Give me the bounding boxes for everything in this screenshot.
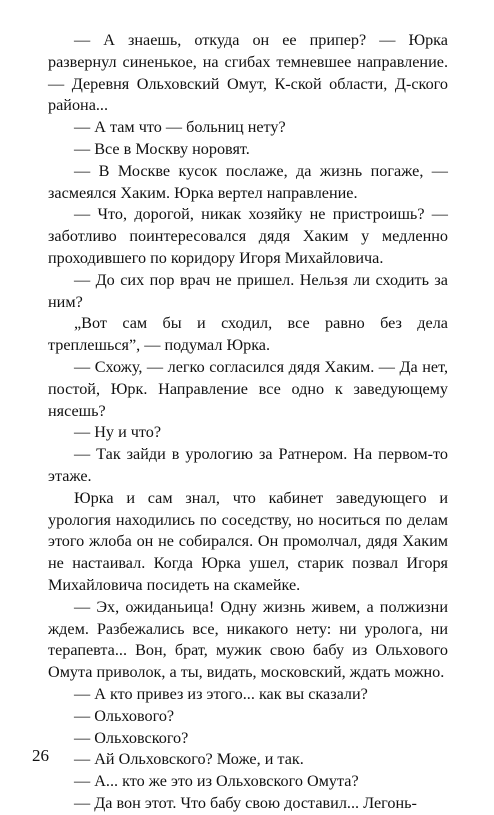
paragraph: — Ну и что? bbox=[74, 423, 162, 442]
paragraph: „Вот сам бы и сходил, все равно без дела треплешься”, — подумал Юрка. bbox=[48, 314, 448, 355]
paragraph: — В Москве кусок послаже, да жизнь погаже, — засмеялся Хаким. Юрка вертел направление. bbox=[48, 161, 448, 202]
paragraph: — Ай Ольховского? Може, и так. bbox=[74, 750, 304, 769]
paragraph: — Так зайди в урологию за Ратнером. На первом-то этаже. bbox=[48, 445, 448, 485]
paragraph: — Схожу, — легко согласился дядя Хаким. — Да нет, постой, Юрк. Направление все одно к заведующему нясешь? bbox=[48, 357, 448, 420]
paragraph: — Ольховского? bbox=[74, 728, 189, 747]
paragraph: — Эх, ожиданьица! Одну жизнь живем, а полжизни ждем. Разбежались все, никакого нету: ни уролога, ни терапевта... Вон, брат, мужик свою бабу из Ольхового Омута приволок, а ты, видать, московский, ждать можно. bbox=[48, 597, 448, 682]
paragraph: — А знаешь, откуда он ее припер? — Юрка развернул синенькое, на сгибах темневшее направление. — Деревня Ольховский Омут, К-ской области, Д-ского района... bbox=[48, 31, 448, 115]
paragraph: Юрка и сам знал, что кабинет заведующего и урология находились по соседству, но носиться по делам этого жлоба он не собирался. Он промолчал, дядя Хаким не настаивал. Когда Юрка ушел, старик позвал Игоря Михайловича посидеть на скамейке. bbox=[48, 488, 448, 594]
paragraph: — До сих пор врач не пришел. Нельзя ли сходить за ним? bbox=[48, 270, 448, 311]
paragraph: — Ольхового? bbox=[74, 706, 175, 725]
paragraph: — А... кто же это из Ольховского Омута? bbox=[74, 772, 359, 791]
page-text bbox=[48, 30, 448, 815]
paragraph: — Что, дорогой, никак хозяйку не пристроишь? — заботливо поинтересовался дядя Хаким у медленно проходившего по коридору Игоря Михайловича. bbox=[48, 205, 448, 267]
paragraph: — Все в Москву норовят. bbox=[74, 139, 250, 158]
paragraph: — А там что — больниц нету? bbox=[74, 118, 286, 137]
paragraph: — А кто привез из этого... как вы сказали? bbox=[74, 684, 368, 703]
paragraph: — Да вон этот. Что бабу свою доставил... Легонь- bbox=[74, 793, 417, 812]
page-number: 26 bbox=[32, 746, 49, 765]
